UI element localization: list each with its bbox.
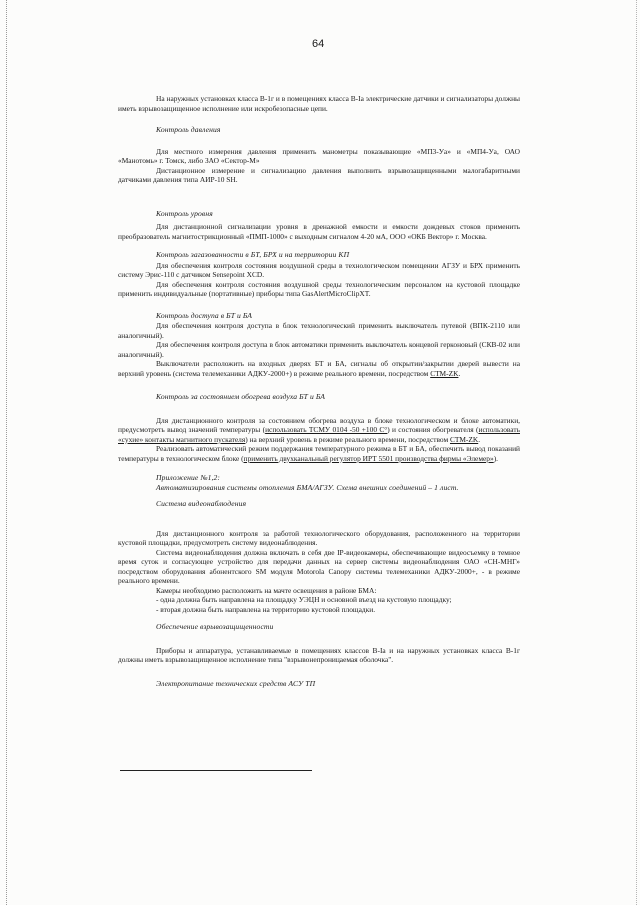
heating-stm-link: СТМ-ZK bbox=[449, 434, 479, 444]
explosion-paragraph: Приборы и аппаратура, устанавливаемые в помещениях классов В-Iа и на наружных установках класса В-1г должны иметь взрывозащищенное исполнение типа "взрывонепроницаемая оболочка". bbox=[118, 645, 520, 664]
gas-paragraph-1: Для обеспечения контроля состояния воздушной среды в технологическом помещении АГЗУ и БРХ применить систему Эрис-110 с датчиком Sensepoint XCD. bbox=[118, 260, 520, 279]
heading-appendix: Приложение №1,2: bbox=[156, 473, 221, 482]
appendix-text: Автоматизирования системы отопления БМА/АГЗУ. Схема внешних соединений – 1 лист. bbox=[156, 482, 459, 492]
level-paragraph: Для дистанционной сигнализации уровня в дренажной емкости и емкости дождевых стоков применить преобразователь магнитострикционный «ПМП-1000» с выходным сигналом 4-20 мА, ООО «ОКБ Вектор» г. Москва. bbox=[118, 222, 520, 241]
footnote-separator bbox=[120, 770, 312, 771]
heading-explosion-protection: Обеспечение взрывозащищенности bbox=[156, 622, 274, 631]
heating-contacts-note: использовать «сухие» контакты магнитного пускателя bbox=[118, 425, 520, 444]
scan-right-edge bbox=[636, 0, 638, 905]
heading-level: Контроль уровня bbox=[156, 208, 213, 218]
intro-paragraph: На наружных установках класса В-1г и в помещениях класса В-Iа электрические датчики и сигнализаторы должны иметь взрывозащищенное исполнение или искробезопасные цепи. bbox=[118, 94, 520, 113]
video-paragraph-2: Система видеонаблюдения должна включать в себя две IP-видеокамеры, обеспечивающие видеосъемку в темное время суток и согласующее устройство для передачи данных на сервер системы видеонаблюдения ОАО «СН-МНГ» посредством оборудования абонентского SM модуля Motorola Canopy системы телемеханики АДКУ-2000+, - в режиме реального времени. bbox=[118, 547, 520, 585]
heading-gas: Контроль загазованности в БТ, БРХ и на территории КП bbox=[156, 250, 350, 259]
access-paragraph-2: Для обеспечения контроля доступа в блок автоматики применить выключатель концевой герконовый (СКВ-02 или аналогичный). bbox=[118, 340, 520, 359]
video-list-item-2: - вторая должна быть направлена на территорию кустовой площадки. bbox=[156, 604, 376, 614]
access-paragraph-1: Для обеспечения контроля доступа в блок технологический применить выключатель путевой (ВПК-2110 или аналогичный). bbox=[118, 321, 520, 340]
page-number: 64 bbox=[312, 38, 325, 50]
gas-paragraph-2: Для обеспечения контроля состояния воздушной среды технологическим персоналом на кустовой площадке применить индивидуальные (портативные) приборы типа GasAlertMicroClipXT. bbox=[118, 279, 520, 298]
access-stm-link: СТМ-ZK bbox=[430, 368, 459, 378]
heating-paragraph-1: Для дистанционного контроля за состоянием обогрева воздуха в блоке технологическом и блоке автоматики, предусмотреть вывод значений температуры (использовать ТСМУ 0104 -50 +100 С°) и состояния обогревателя (использовать «сухие» контакты магнитного пускателя) на верхний уровень в режиме реального времени, посредством СТМ-ZK. bbox=[118, 415, 520, 444]
heating-paragraph-2: Реализовать автоматический режим поддержания температурного режима в БТ и БА, обеспечить вывод показаний температуры в технологическом блоке (применить двухканальный регулятор ИРТ 5501 производства фирмы «Элемер»). bbox=[118, 444, 520, 463]
heading-power-supply: Электропитание технических средств АСУ ТП bbox=[156, 678, 316, 688]
video-paragraph-1: Для дистанционного контроля за работой технологического оборудования, расположенного на территории кустовой площадки, предусмотреть систему видеонаблюдения. bbox=[118, 528, 520, 547]
document-body bbox=[118, 94, 520, 688]
heating-tsmu-note: использовать ТСМУ 0104 -50 +100 С° bbox=[265, 425, 388, 434]
heating-regulator-note: применить двухканальный регулятор ИРТ 5501 производства фирмы «Элемер» bbox=[243, 453, 494, 463]
heading-video: Система видеонаблюдения bbox=[156, 499, 247, 508]
heading-access: Контроль доступа в БТ и БА bbox=[156, 310, 253, 320]
video-paragraph-3: Камеры необходимо расположить на мачте освещения в районе БМА: bbox=[156, 585, 377, 595]
heading-heating: Контроль за состоянием обогрева воздуха БТ и БА bbox=[156, 392, 326, 401]
pressure-paragraph-2: Дистанционное измерение и сигнализацию давления выполнить взрывозащищенными малогабаритными датчиками давления типа АИР-10 SH. bbox=[118, 165, 520, 184]
scan-left-edge bbox=[6, 0, 8, 905]
pressure-paragraph-1: Для местного измерения давления применить манометры показывающие «МП3-Уа» и «МП4-Уа, ОАО «Манотомь» г. Томск, либо ЗАО «Сектор-М» bbox=[118, 146, 520, 165]
heading-pressure: Контроль давления bbox=[156, 125, 221, 134]
access-paragraph-3: Выключатели расположить на входных дверях БТ и БА, сигналы об открытии/закрытии дверей вывести на верхний уровень (система телемеханики АДКУ-2000+) в режиме реального времени, посредством СТМ-ZK. bbox=[118, 359, 520, 378]
video-list-item-1: - одна должна быть направлена на площадку УЭЦН и основной въезд на кустовую площадку; bbox=[156, 595, 452, 604]
